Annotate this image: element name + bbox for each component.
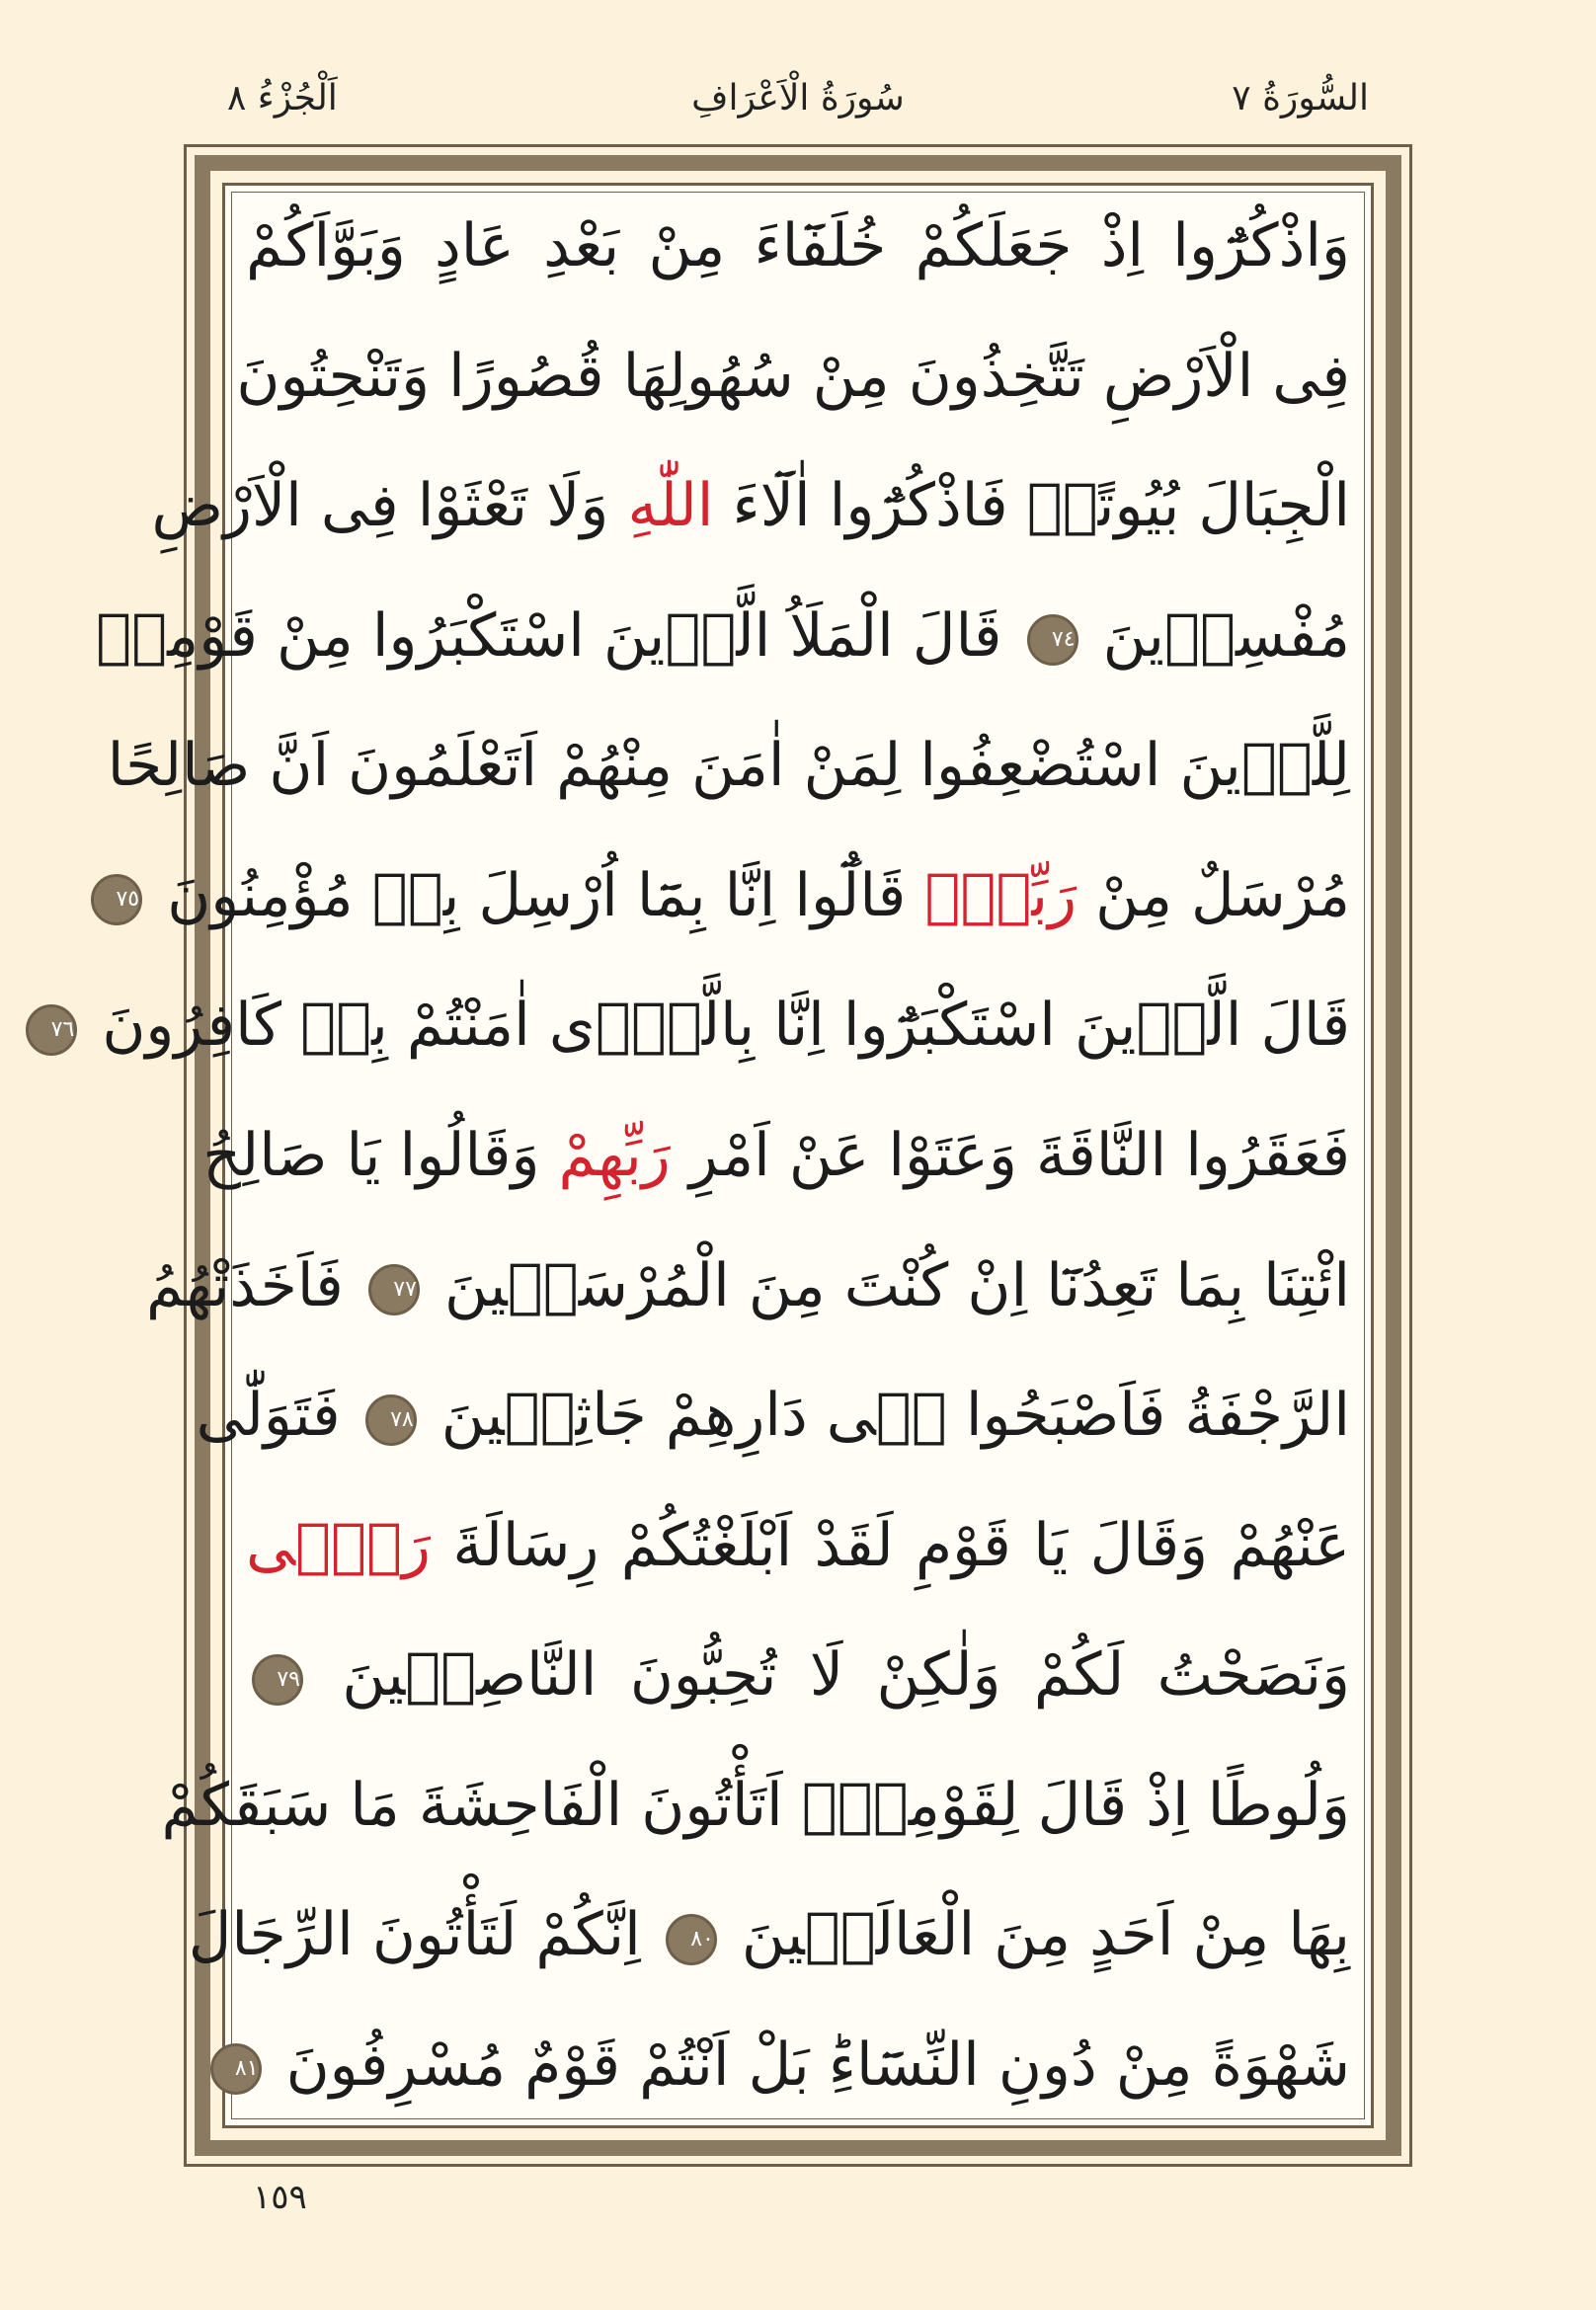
verse-text: قَالَ الْمَلَاُ الَّذ۪ينَ اسْتَكْبَرُوا مِنْ قَوْمِه۪ xyxy=(96,600,1021,671)
page-header xyxy=(188,69,1408,128)
divine-name-text: رَبِّهِمْ xyxy=(558,1120,671,1190)
verse-line xyxy=(234,2006,1350,2124)
verse-text: مُرْسَلٌ مِنْ xyxy=(1077,860,1350,930)
juz-label: اَلْجُزْءُ ٨ xyxy=(227,78,338,119)
divine-name-text: رَبِّه۪ؕ xyxy=(924,860,1077,930)
quran-text-area xyxy=(50,187,1350,2124)
verse-text: وَقَالُوا يَا صَالِحُ xyxy=(202,1120,559,1190)
verse-line xyxy=(146,1227,1350,1345)
ayah-number-marker: ٨١ xyxy=(210,2043,262,2095)
ayah-number-marker: ٧٨ xyxy=(365,1394,417,1446)
verse-line xyxy=(196,1356,1350,1474)
page-number: ١٥٩ xyxy=(253,2178,307,2217)
verse-line xyxy=(50,966,1350,1084)
verse-line xyxy=(188,1875,1350,1994)
verse-text: قَالُٓوا اِنَّا بِمَٓا اُرْسِلَ بِه۪ مُؤْمِنُونَ xyxy=(148,860,925,930)
verse-text: ائْتِنَا بِمَا تَعِدُنَٓا اِنْ كُنْتَ مِنَ الْمُرْسَل۪ينَ xyxy=(425,1250,1350,1320)
page-frame xyxy=(50,144,1412,2167)
divine-name-text: رَبّ۪ى xyxy=(246,1510,432,1580)
ayah-number-marker: ٧٤ xyxy=(1027,614,1078,666)
verse-line xyxy=(246,187,1350,305)
verse-text: وَلُوطًا اِذْ قَالَ لِقَوْمِه۪ٓ اَتَأْتُونَ الْفَاحِشَةَ مَا سَبَقَكُمْ xyxy=(161,1770,1350,1840)
verse-text: فَعَقَرُوا النَّاقَةَ وَعَتَوْا عَنْ اَمْرِ xyxy=(670,1120,1350,1190)
verse-line xyxy=(246,1616,1350,1734)
ayah-number-marker: ٧٩ xyxy=(252,1654,303,1706)
verse-line xyxy=(116,836,1350,955)
verse-text: الرَّجْفَةُ فَاَصْبَحُوا ف۪ى دَارِهِمْ جَاثِم۪ينَ xyxy=(422,1381,1350,1451)
verse-text: لِلَّذ۪ينَ اسْتُضْعِفُوا لِمَنْ اٰمَنَ مِنْهُمْ اَتَعْلَمُونَ اَنَّ صَالِحًا xyxy=(107,731,1350,801)
ayah-number-marker: ٧٦ xyxy=(26,1004,77,1056)
verse-text: اِنَّكُمْ لَتَأْتُونَ الرِّجَالَ xyxy=(188,1900,660,1970)
verse-line xyxy=(161,1746,1350,1865)
verse-text: وَنَصَحْتُ لَكُمْ وَلٰكِنْ لَا تُحِبُّونَ النَّاصِح۪ينَ xyxy=(309,1640,1350,1711)
verse-line xyxy=(202,1096,1350,1215)
verse-text: شَهْوَةً مِنْ دُونِ النِّسَٓاءِؕ بَلْ اَنْتُمْ قَوْمٌ مُسْرِفُونَ xyxy=(267,2030,1350,2100)
verse-line xyxy=(236,317,1350,436)
verse-text: وَاذْكُرُٓوا اِذْ جَعَلَكُمْ خُلَفَٓاءَ مِنْ بَعْدِ عَادٍ وَبَوَّاَكُمْ xyxy=(246,211,1350,280)
verse-line xyxy=(246,1486,1350,1605)
ayah-number-marker: ٧٥ xyxy=(91,874,142,925)
surah-name-title: سُورَةُ الْاَعْرَافِ xyxy=(691,78,905,119)
surah-number-label: السُّورَةُ ٧ xyxy=(1232,78,1369,119)
verse-text: فَاَخَذَتْهُمُ xyxy=(146,1250,362,1320)
divine-name-text: اللّٰهِ xyxy=(627,471,714,541)
verse-text: مُفْسِد۪ينَ xyxy=(1083,600,1350,671)
verse-text: فَتَوَلّٰى xyxy=(196,1381,359,1451)
verse-line xyxy=(151,446,1350,565)
verse-text: قَالَ الَّذ۪ينَ اسْتَكْبَرُٓوا اِنَّا بِالَّذ۪ٓى اٰمَنْتُمْ بِه۪ كَافِرُونَ xyxy=(83,991,1350,1061)
ayah-number-marker: ٧٧ xyxy=(368,1264,420,1315)
verse-text: الْجِبَالَ بُيُوتًاۚ فَاذْكُرُٓوا اٰلَٓاءَ xyxy=(713,471,1350,541)
verse-line xyxy=(96,577,1350,695)
verse-text: بِهَا مِنْ اَحَدٍ مِنَ الْعَالَم۪ينَ xyxy=(722,1900,1350,1970)
ayah-number-marker: ٨٠ xyxy=(666,1914,717,1965)
verse-text: فِى الْاَرْضِ تَتَّخِذُونَ مِنْ سُهُولِهَا قُصُورًا وَتَنْحِتُونَ xyxy=(236,341,1350,411)
verse-text: عَنْهُمْ وَقَالَ يَا قَوْمِ لَقَدْ اَبْلَغْتُكُمْ رِسَالَةَ xyxy=(431,1510,1350,1580)
verse-line xyxy=(107,706,1350,825)
verse-text: وَلَا تَعْثَوْا فِى الْاَرْضِ xyxy=(151,471,628,541)
